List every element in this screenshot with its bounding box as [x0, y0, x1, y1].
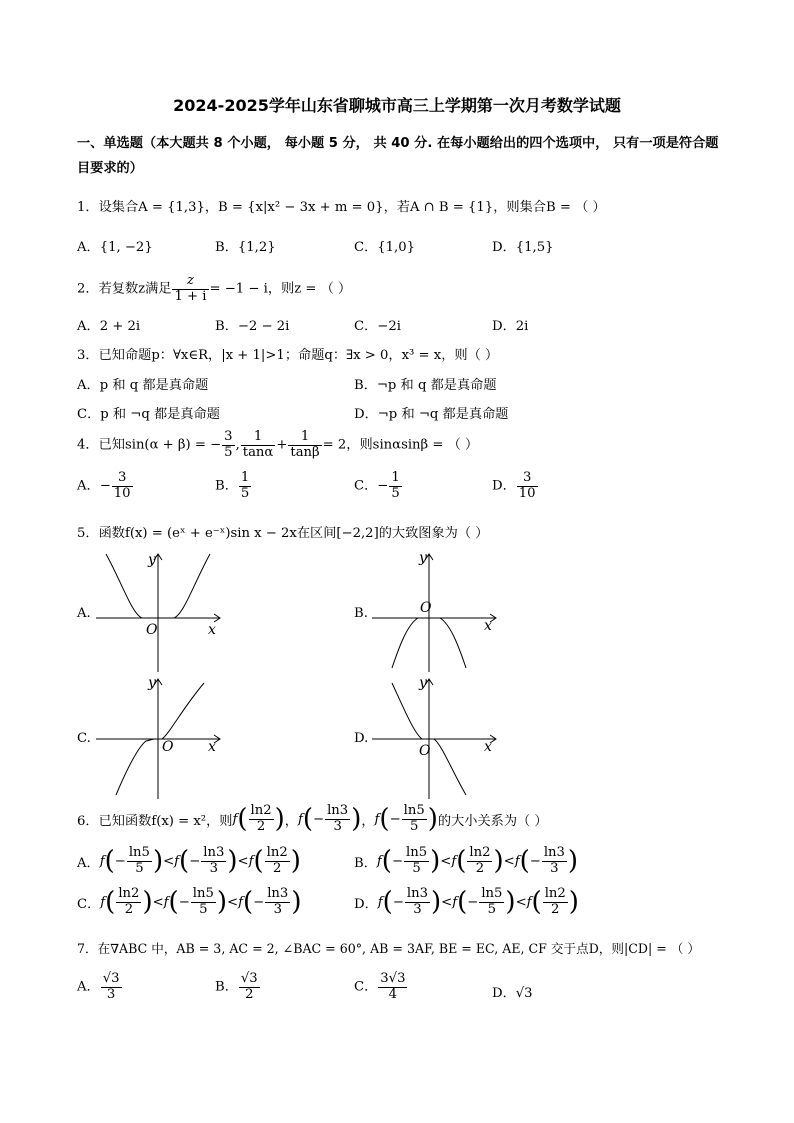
denominator: 5: [412, 860, 421, 876]
f-symbol: f: [100, 894, 106, 910]
f-symbol: f: [377, 894, 383, 910]
q3-option-b: B．¬p 和 q 都是真命题: [354, 378, 497, 393]
question-6: 6．已知函数f(x) = x²，则 f ( $\frac{\ln 2}{2}$ ) ， f ( − $\frac{\ln 3}{3}$ ) ， f ( − $\frac{\ln 5}{5}$ ) 的大小关系为（ ）: [77, 803, 548, 835]
q4-c-num: 1: [391, 470, 400, 485]
q4-c-sign: −: [377, 478, 389, 494]
q3-option-a: A．p 和 q 都是真命题: [77, 378, 209, 393]
q7-b-label: B．: [215, 979, 238, 995]
fraction: [543, 887, 568, 917]
question-5: 5．函数f(x) = (eˣ + e⁻ˣ)sin x − 2x在区间[−2,2]的大致图象为（ ）: [77, 526, 489, 541]
q2-post: = −1 − i，则z = （ ）: [209, 281, 352, 297]
q4-a-label: A．: [77, 478, 100, 494]
fraction: [404, 846, 429, 876]
q7-c-frac: [378, 972, 407, 1002]
q6-f3: f: [374, 811, 380, 827]
numerator: ln2: [469, 845, 491, 860]
q7-option-a: [77, 972, 123, 1002]
less-than: <: [163, 853, 175, 869]
q6-f1: f: [232, 811, 238, 827]
graph-a-y-label: y: [148, 552, 156, 568]
q4-pre: 4．已知sin(α + β) = −: [77, 437, 222, 453]
denominator: 3: [273, 901, 282, 917]
denominator: 2: [273, 860, 282, 876]
q2-den: 1 + i: [174, 288, 207, 304]
graph-c-y-label: y: [148, 675, 156, 691]
q1-option-b: B．{1,2}: [215, 240, 276, 255]
f-symbol: f: [248, 853, 254, 869]
graph-b-origin: O: [420, 600, 432, 616]
f-symbol: f: [174, 853, 180, 869]
section-heading: 一、单选题（本大题共 8 个小题， 每小题 5 分， 共 40 分. 在每小题给出的四个选项中， 只有一项是符合题目要求的）: [77, 136, 719, 176]
question-2: [77, 274, 351, 304]
q4-c-frac: [389, 471, 401, 501]
q4-option-b: [215, 471, 252, 501]
q4-a-frac: [112, 471, 133, 501]
q7-d-value: √3: [515, 986, 533, 1001]
denominator: 2: [551, 901, 560, 917]
q4-d-label: D．: [492, 478, 516, 494]
f-symbol: f: [238, 894, 243, 910]
graph-d-label: D.: [354, 731, 369, 746]
graph-a-label: A.: [77, 606, 91, 621]
q6-a-den: 2: [256, 818, 266, 834]
q7-b-num: √3: [240, 971, 258, 986]
q3-option-c: C．p 和 ¬q 都是真命题: [77, 407, 220, 422]
q2-num: z: [172, 274, 208, 290]
less-than: <: [152, 894, 164, 910]
f-symbol: f: [99, 853, 105, 869]
q2-option-b: B．−2 − 2i: [215, 319, 290, 334]
q4-f1-den: 5: [224, 444, 233, 460]
numerator: ln3: [406, 886, 428, 901]
q6-d-label: D．: [354, 896, 378, 912]
q6-frac-b: [325, 804, 350, 834]
graph-b-y-label: y: [419, 550, 427, 566]
q1-option-d: D．{1,5}: [492, 240, 554, 255]
graph-c: [96, 675, 226, 800]
q6-f2: f: [297, 811, 303, 827]
q6-b-num: ln3: [327, 803, 349, 818]
q4-frac1: [222, 430, 234, 460]
q4-frac3: [288, 430, 321, 460]
q4-option-d: [492, 471, 539, 501]
question-1: 1．设集合A = {1,3}，B = {x|x² − 3x + m = 0}，若A ∩ B = {1}，则集合B = （ ）: [77, 200, 606, 215]
graph-d-x-label: x: [484, 739, 492, 755]
q7-a-frac: [101, 972, 122, 1002]
q7-a-num: √3: [102, 971, 120, 986]
q7-c-den: 4: [388, 986, 398, 1002]
graph-a: [96, 548, 226, 673]
graph-d-origin: O: [419, 743, 431, 759]
q4-f1-num: 3: [224, 429, 233, 444]
q6-b-label: B．: [354, 855, 377, 871]
q4-a-den: 10: [113, 485, 131, 501]
q4-d-den: 10: [518, 485, 536, 501]
q7-c-label: C．: [354, 979, 378, 995]
denominator: 2: [124, 901, 134, 917]
fraction: [542, 846, 567, 876]
question-3: 3．已知命题p：∀x∈R，|x + 1|>1；命题q：∃x > 0，x³ = x，则（ ）: [77, 348, 499, 363]
q2-option-a: A．2 + 2i: [77, 319, 141, 334]
denominator: 3: [209, 860, 219, 876]
f-symbol: f: [452, 894, 458, 910]
q4-a-sign: −: [99, 478, 111, 494]
q2-fraction: [172, 274, 208, 304]
fraction: [201, 846, 226, 876]
q6-option-d: D． f ( − $\frac{\ln 3}{3}$ ) < f ( − $\frac{\ln 5}{5}$ ) < f ( $\frac{\ln 2}{2}$ ): [354, 886, 579, 918]
q4-option-c: [354, 471, 403, 501]
f-symbol: f: [514, 853, 520, 869]
less-than: <: [440, 853, 452, 869]
q6-c-den: 5: [410, 818, 419, 834]
q4-b-num: 1: [240, 470, 250, 485]
numerator: ln3: [543, 845, 565, 860]
graph-c-x-label: x: [208, 739, 216, 755]
q4-f2-den: tanα: [242, 444, 274, 460]
q6-c-label: C．: [77, 896, 101, 912]
numerator: ln2: [266, 845, 288, 860]
numerator: ln3: [267, 886, 289, 901]
graph-d: [372, 675, 502, 800]
question-4: 4．已知sin(α + β) = − $\frac{3}{5}$ , $\frac{1}{\tan\alpha}$ + $\frac{1}{\tan\beta}$ = 2，则sinαsinβ = （ ）: [77, 429, 479, 460]
q7-option-d: [492, 982, 533, 1001]
q2-option-c: C．−2i: [354, 319, 401, 334]
numerator: ln2: [118, 886, 140, 901]
q4-b-frac: [239, 471, 251, 501]
graph-a-x-label: x: [208, 622, 216, 638]
fraction: [265, 887, 290, 917]
denominator: 5: [487, 901, 497, 917]
f-symbol: f: [451, 853, 457, 869]
q4-c-den: 5: [391, 485, 400, 501]
graph-b-label: B.: [354, 606, 368, 621]
denominator: 2: [475, 860, 485, 876]
fraction: [405, 887, 430, 917]
q7-d-label: D．: [492, 986, 516, 1001]
q6-frac-c: [402, 804, 427, 834]
q6-a-label: A．: [77, 855, 100, 871]
q4-a-num: 3: [112, 471, 133, 487]
q6-c-num: ln5: [403, 803, 425, 818]
q7-c-num: 3√3: [380, 971, 406, 986]
q1-option-c: C．{1,0}: [354, 240, 416, 255]
q7-option-c: [354, 972, 408, 1002]
less-than: <: [441, 894, 453, 910]
q6-pre: 6．已知函数f(x) = x²，则: [77, 813, 233, 829]
less-than: <: [503, 853, 515, 869]
q6-a-num: ln2: [250, 803, 272, 818]
q4-c-label: C．: [354, 478, 378, 494]
q6-post: 的大小关系为（ ）: [437, 813, 548, 829]
q7-a-den: 3: [106, 986, 116, 1002]
fraction: [116, 887, 141, 917]
q6-b-den: 3: [333, 818, 342, 834]
f-symbol: f: [376, 853, 382, 869]
numerator: ln2: [544, 886, 566, 901]
q4-d-num: 3: [517, 471, 538, 487]
q1-option-a: A．{1, −2}: [77, 240, 153, 255]
denominator: 3: [413, 901, 422, 917]
denominator: 5: [135, 860, 144, 876]
q4-option-a: [77, 471, 134, 501]
q4-d-frac: [517, 471, 538, 501]
q4-f2-num: 1: [241, 430, 276, 446]
graph-a-origin: O: [146, 622, 158, 638]
f-symbol: f: [526, 894, 532, 910]
q4-post: = 2，则sinαsinβ = （ ）: [322, 437, 479, 453]
denominator: 3: [550, 860, 559, 876]
fraction: [127, 846, 152, 876]
q6-frac-a: [249, 804, 274, 834]
q4-f3-num: 1: [288, 430, 321, 446]
numerator: ln3: [203, 845, 225, 860]
q6-option-a: A． f ( − $\frac{\ln 5}{5}$ ) < f ( − $\frac{\ln 3}{3}$ ) < f ( $\frac{\ln 2}{2}$ ): [77, 845, 301, 877]
q4-frac2: [241, 430, 276, 460]
less-than: <: [515, 894, 527, 910]
graph-c-origin: O: [162, 739, 174, 755]
q6-option-c: C． f ( $\frac{\ln 2}{2}$ ) < f ( − $\frac{\ln 5}{5}$ ) < f ( − $\frac{\ln 3}{3}$ ): [77, 886, 302, 918]
q7-b-frac: [239, 972, 260, 1002]
numerator: ln5: [406, 845, 428, 860]
q4-b-label: B．: [215, 478, 238, 494]
numerator: ln5: [128, 845, 150, 860]
q4-b-den: 5: [240, 485, 250, 501]
q4-f3-den: tanβ: [290, 444, 320, 460]
question-7: 7．在∇ABC 中，AB = 3, AC = 2, ∠BAC = 60°, AB = 3AF, BE = EC, AE, CF 交于点D，则|CD| = （ ）: [77, 941, 700, 956]
denominator: 5: [199, 901, 208, 917]
less-than: <: [237, 853, 249, 869]
q3-option-d: D．¬p 和 ¬q 都是真命题: [354, 407, 509, 422]
q2-option-d: D．2i: [492, 319, 529, 334]
graph-b: [372, 548, 502, 673]
numerator: ln5: [481, 886, 503, 901]
less-than: <: [227, 894, 239, 910]
q7-option-b: [215, 972, 261, 1002]
q7-b-den: 2: [245, 986, 254, 1002]
fraction: [265, 846, 290, 876]
page-title: 2024-2025学年山东省聊城市高三上学期第一次月考数学试题: [173, 96, 621, 115]
fraction: [191, 887, 216, 917]
q7-a-label: A．: [77, 979, 100, 995]
q2-pre: 2．若复数z满足: [77, 281, 172, 297]
q6-option-b: B． f ( − $\frac{\ln 5}{5}$ ) < f ( $\frac{\ln 2}{2}$ ) < f ( − $\frac{\ln 3}{3}$ ): [354, 845, 579, 877]
f-symbol: f: [163, 894, 169, 910]
graph-d-y-label: y: [419, 675, 427, 691]
fraction: [479, 887, 504, 917]
numerator: ln5: [192, 886, 214, 901]
graph-c-label: C.: [77, 731, 91, 746]
fraction: [467, 846, 492, 876]
graph-b-x-label: x: [484, 618, 492, 634]
